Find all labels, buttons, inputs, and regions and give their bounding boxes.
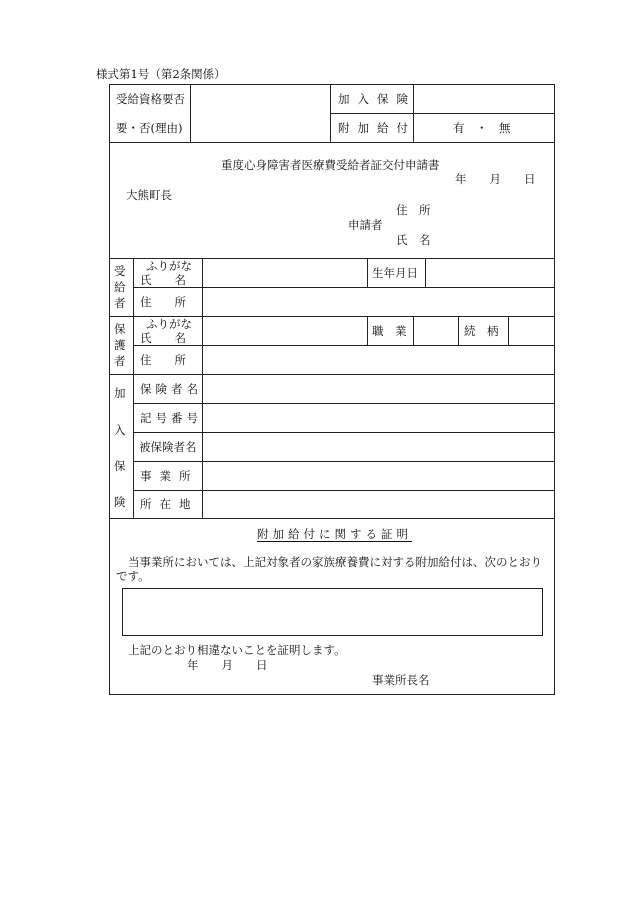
additional-benefit-label: 附加給付 [338,121,416,135]
guardian-address-label: 住 所 [140,353,186,367]
recipient-birthdate-label: 生年月日 [372,266,418,280]
insurer-name-input[interactable] [203,375,553,402]
recipient-group-char-2: 給 [114,280,126,294]
insurance-group-char-4: 険 [114,495,126,509]
location-label: 所在地 [140,497,199,511]
insurance-input[interactable] [414,85,552,112]
guardian-address-input[interactable] [203,346,553,373]
form-number-label: 様式第1号（第2条関係） [96,67,226,81]
guardian-furigana-label: ふりがな [146,317,192,331]
applicant-label: 申請者 [348,218,383,232]
form-title: 重度心身障害者医療費受給者証交付申請書 [221,158,440,172]
insurance-group-char-3: 保 [114,459,126,473]
addressee: 大熊町長 [126,188,172,202]
guardian-occupation-label: 職 業 [372,324,407,338]
certificate-title: 附加給付に関する証明 [257,527,412,541]
insurance-group-char-2: 入 [114,423,126,437]
guardian-group-char-3: 者 [114,354,126,368]
applicant-name-label: 氏 名 [396,233,431,247]
guardian-name-input[interactable] [203,317,366,344]
guardian-group-char-2: 護 [114,338,126,352]
eligibility-label: 受給資格要否 [116,92,185,106]
guardian-relationship-label: 続 柄 [464,324,499,338]
business-label: 事業所 [140,469,199,483]
eligibility-reason-label: 要・否(理由) [116,121,183,135]
guardian-name-label: 氏 名 [140,331,186,345]
guardian-relationship-input[interactable] [509,317,553,344]
business-input[interactable] [203,462,553,489]
recipient-furigana-label: ふりがな [146,259,192,273]
insured-name-label: 被保険者名 [139,440,197,454]
recipient-birthdate-input[interactable] [426,259,553,286]
guardian-group-char-1: 保 [114,322,126,336]
certificate-date: 年 月 日 [187,658,268,672]
eligibility-input[interactable] [191,85,329,141]
recipient-name-label: 氏 名 [140,273,186,287]
certificate-body-line-2: です。 [116,569,150,583]
insurance-group-char-1: 加 [114,386,126,400]
recipient-address-label: 住 所 [140,295,186,309]
application-date: 年 月 日 [455,172,536,186]
symbol-number-label: 記号番号 [140,411,202,425]
symbol-number-input[interactable] [203,404,553,431]
recipient-address-input[interactable] [203,288,553,315]
guardian-occupation-input[interactable] [414,317,457,344]
insurance-label: 加入保険 [338,92,416,106]
insured-name-input[interactable] [203,433,553,460]
location-input[interactable] [203,491,553,517]
insurer-name-label: 保険者名 [140,382,202,396]
business-head-name-label: 事業所長名 [372,673,430,687]
applicant-address-label: 住 所 [396,203,431,217]
recipient-group-char-3: 者 [114,296,126,310]
additional-benefit-choice[interactable]: 有 ・ 無 [453,121,511,135]
recipient-name-input[interactable] [203,259,366,286]
certificate-body-line-1: 当事業所においては、上記対象者の家族療養費に対する附加給付は、次のとおり [128,555,542,569]
certificate-detail-box[interactable] [122,588,543,636]
recipient-group-char-1: 受 [114,264,126,278]
certificate-statement: 上記のとおり相違ないことを証明します。 [128,643,346,657]
